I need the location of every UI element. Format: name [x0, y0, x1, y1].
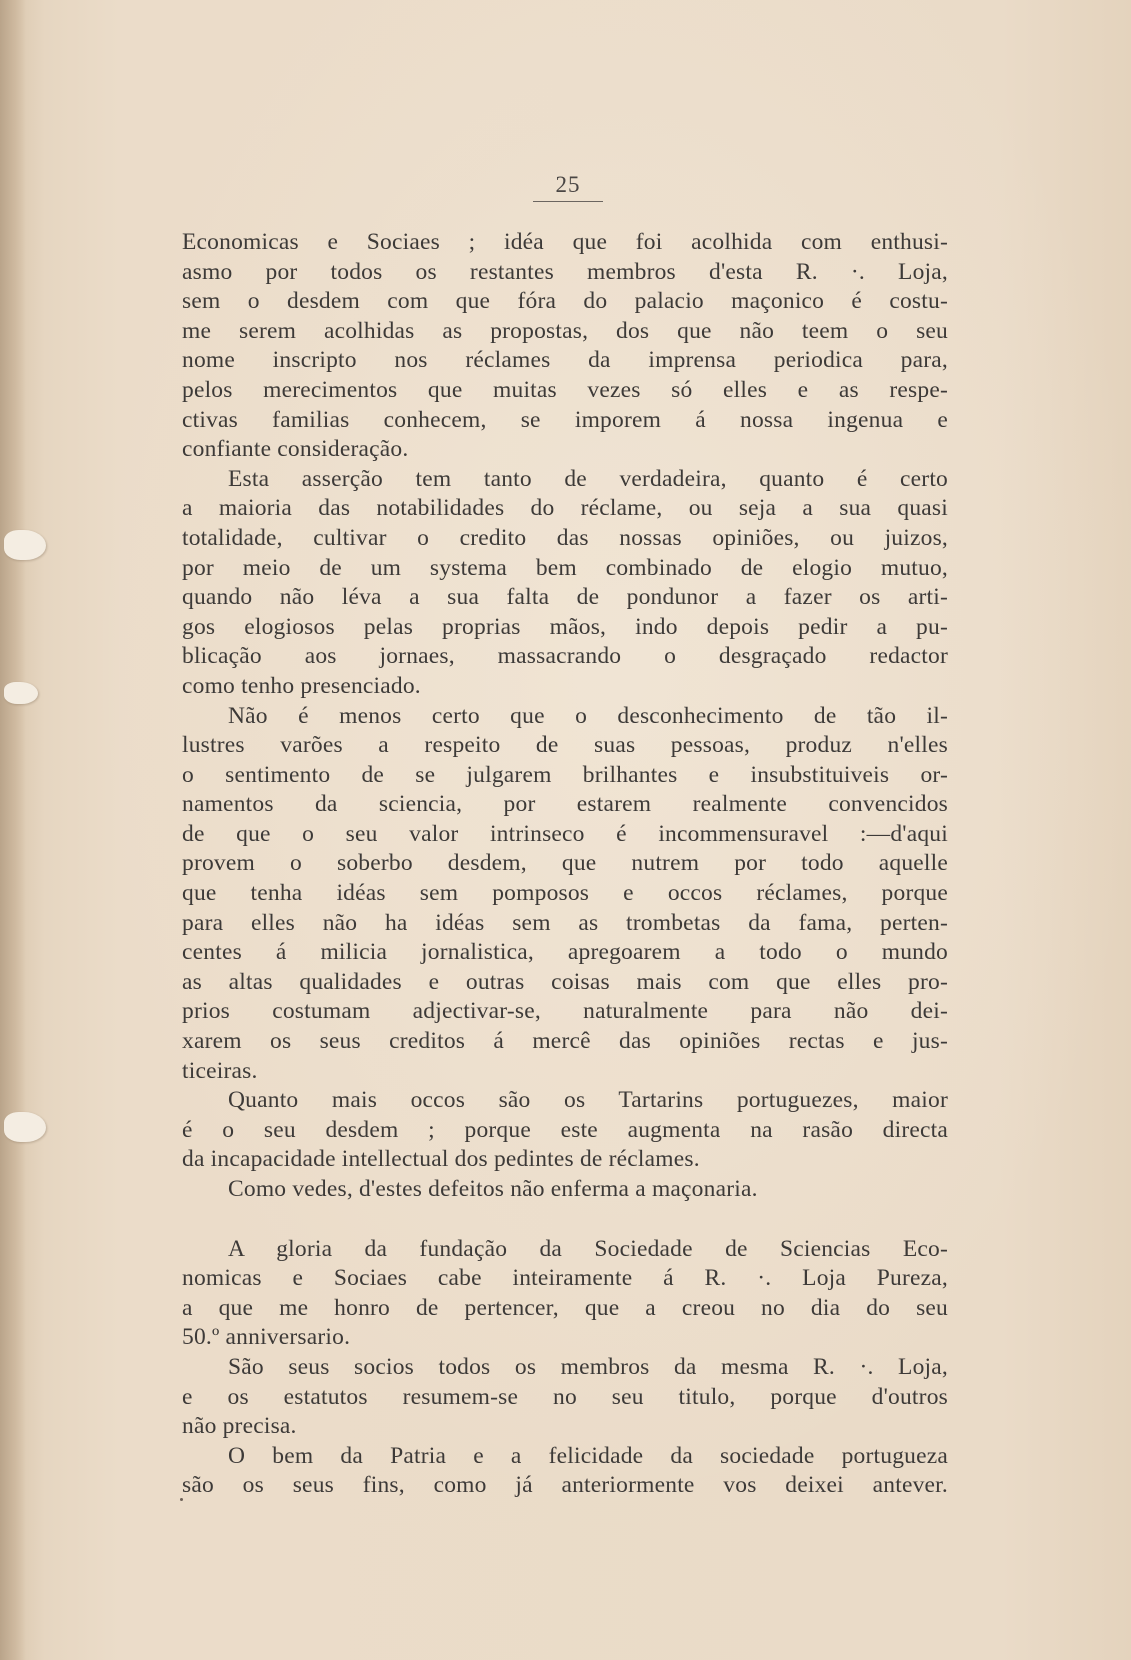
text-line: nome inscripto nos réclames da imprensa periodica para,	[182, 347, 948, 374]
text-line: confiante consideração.	[182, 436, 409, 463]
text-line: Quanto mais occos são os Tartarins portuguezes, maior	[228, 1087, 948, 1114]
text-line: o sentimento de se julgarem brilhantes e insubstituiveis or-	[182, 761, 948, 788]
text-line: que tenha idéas sem pomposos e occos réclames, porque	[182, 880, 948, 907]
text-line: A gloria da fundação da Sociedade de Sciencias Eco-	[228, 1235, 948, 1262]
text-line: nomicas e Sociaes cabe inteiramente á R. ·. Loja Pureza,	[182, 1265, 948, 1292]
text-line: da incapacidade intellectual dos pedintes de réclames.	[182, 1146, 700, 1173]
text-line: as altas qualidades e outras coisas mais com que elles pro-	[182, 968, 948, 995]
text-line: a que me honro de pertencer, que a creou no dia do seu	[182, 1294, 948, 1321]
text-line: é o seu desdem ; porque este augmenta na rasão directa	[182, 1116, 948, 1143]
torn-paper-mark	[4, 682, 38, 704]
text-line: Não é menos certo que o desconhecimento de tão il-	[228, 702, 948, 729]
text-line: para elles não ha idéas sem as trombetas da fama, perten-	[182, 909, 948, 936]
text-line: gos elogiosos pelas proprias mãos, indo depois pedir a pu-	[182, 613, 948, 640]
torn-paper-mark	[4, 530, 46, 560]
torn-paper-mark	[4, 1112, 46, 1142]
text-line: prios costumam adjectivar-se, naturalmente para não dei-	[182, 998, 948, 1025]
text-line: por meio de um systema bem combinado de elogio mutuo,	[182, 554, 948, 581]
text-line: asmo por todos os restantes membros d'esta R. ·. Loja,	[182, 258, 948, 285]
body-text	[182, 228, 948, 1501]
text-line: pelos merecimentos que muitas vezes só elles e as respe-	[182, 376, 948, 403]
text-line: não precisa.	[182, 1413, 297, 1440]
paragraph-gap	[182, 1205, 948, 1235]
text-line: totalidade, cultivar o credito das nossas opiniões, ou juizos,	[182, 524, 948, 551]
text-line: são os seus fins, como já anteriormente vos deixei antever.	[182, 1472, 948, 1499]
text-line: quando não léva a sua falta de pondunor a fazer os arti-	[182, 584, 948, 611]
text-line: Como vedes, d'estes defeitos não enferma a maçonaria.	[228, 1176, 758, 1202]
page-number: 25	[528, 172, 608, 202]
text-line: de que o seu valor intrinseco é incommensuravel :—d'aqui	[182, 820, 948, 847]
text-line: lustres varões a respeito de suas pessoas, produz n'elles	[182, 732, 948, 759]
text-line: ticeiras.	[182, 1057, 258, 1084]
text-line: ctivas familias conhecem, se imporem á nossa ingenua e	[182, 406, 948, 433]
text-line: O bem da Patria e a felicidade da sociedade portugueza	[228, 1442, 948, 1469]
text-line: como tenho presenciado.	[182, 672, 421, 699]
text-line: provem o soberbo desdem, que nutrem por todo aquelle	[182, 850, 948, 877]
text-line: 50.º anniversario.	[182, 1324, 351, 1351]
page-spine-shadow	[0, 0, 26, 1660]
text-line: sem o desdem com que fóra do palacio maçonico é costu-	[182, 288, 948, 315]
text-line: blicação aos jornaes, massacrando o desgraçado redactor	[182, 643, 948, 670]
text-line: namentos da sciencia, por estarem realmente convencidos	[182, 791, 948, 818]
text-line: Esta asserção tem tanto de verdadeira, quanto é certo	[228, 465, 948, 492]
text-line: Economicas e Sociaes ; idéa que foi acolhida com enthusi-	[182, 229, 948, 255]
text-line: me serem acolhidas as propostas, dos que não teem o seu	[182, 317, 948, 344]
text-line: e os estatutos resumem-se no seu titulo, porque d'outros	[182, 1383, 948, 1410]
text-line: centes á milicia jornalistica, apregoarem a todo o mundo	[182, 939, 948, 966]
text-line: São seus socios todos os membros da mesma R. ·. Loja,	[228, 1353, 948, 1380]
text-line: a maioria das notabilidades do réclame, ou seja a sua quasi	[182, 495, 948, 522]
text-line: xarem os seus creditos á mercê das opiniões rectas e jus-	[182, 1028, 948, 1055]
